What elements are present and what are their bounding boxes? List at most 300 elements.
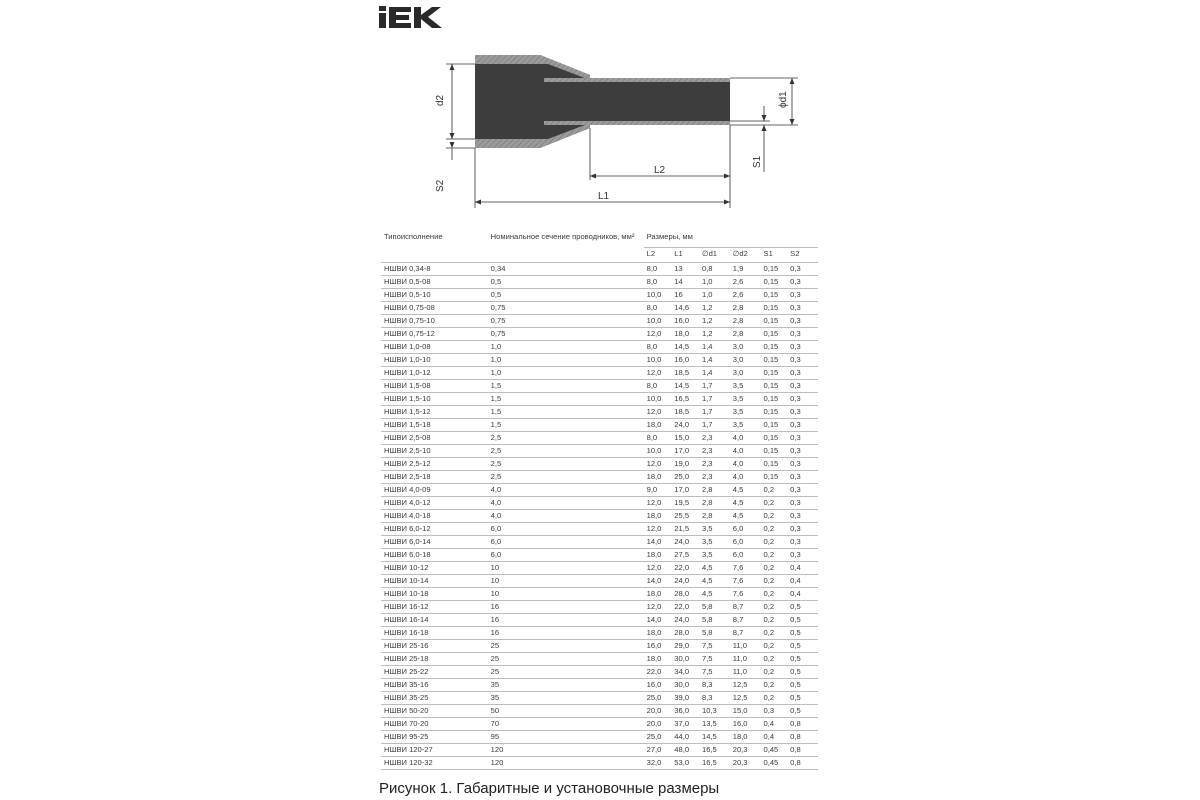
table-cell: 15,0 <box>671 432 699 445</box>
table-cell: 0,3 <box>787 497 818 510</box>
table-cell: 0,2 <box>761 627 788 640</box>
table-cell: 11,0 <box>730 640 761 653</box>
ferrule-drawing <box>420 40 820 215</box>
label-s2: S2 <box>435 179 446 192</box>
table-cell: 0,45 <box>761 744 788 757</box>
table-row <box>381 562 818 575</box>
table-cell: 12,0 <box>644 458 672 471</box>
table-cell: 16,5 <box>671 393 699 406</box>
table-cell: НШВИ 35-16 <box>381 679 488 692</box>
table-cell: 8,0 <box>644 263 672 276</box>
table-cell: 14,5 <box>699 731 730 744</box>
table-cell: НШВИ 1,5-08 <box>381 380 488 393</box>
table-cell: 2,6 <box>730 289 761 302</box>
table-cell: 8,0 <box>644 432 672 445</box>
header-l1: L1 <box>671 248 699 263</box>
table-cell: НШВИ 1,5-10 <box>381 393 488 406</box>
table-cell: 0,4 <box>761 731 788 744</box>
table-cell: 4,5 <box>699 575 730 588</box>
table-cell: НШВИ 0,75-08 <box>381 302 488 315</box>
table-cell: НШВИ 6,0-18 <box>381 549 488 562</box>
table-cell: НШВИ 0,75-12 <box>381 328 488 341</box>
header-l2: L2 <box>644 248 672 263</box>
table-cell: 36,0 <box>671 705 699 718</box>
table-cell: 0,3 <box>787 523 818 536</box>
table-row <box>381 380 818 393</box>
table-row <box>381 640 818 653</box>
table-cell: 120 <box>488 744 644 757</box>
table-cell: 2,8 <box>699 510 730 523</box>
table-cell: 3,5 <box>730 419 761 432</box>
table-cell: 2,3 <box>699 445 730 458</box>
table-cell: 16,0 <box>671 315 699 328</box>
table-cell: 0,3 <box>787 536 818 549</box>
table-cell: 0,4 <box>787 562 818 575</box>
table-cell: 0,2 <box>761 497 788 510</box>
table-cell: 44,0 <box>671 731 699 744</box>
table-cell: 0,15 <box>761 445 788 458</box>
table-row <box>381 458 818 471</box>
table-cell: НШВИ 1,0-10 <box>381 354 488 367</box>
table-cell: 4,5 <box>730 510 761 523</box>
table-cell: 0,3 <box>787 406 818 419</box>
table-cell: 0,3 <box>787 484 818 497</box>
table-cell: 25,0 <box>671 471 699 484</box>
table-cell: 16 <box>671 289 699 302</box>
table-cell: 0,5 <box>787 666 818 679</box>
table-cell: 17,0 <box>671 484 699 497</box>
table-cell: 0,15 <box>761 380 788 393</box>
table-cell: 1,0 <box>699 276 730 289</box>
table-cell: НШВИ 0,5-10 <box>381 289 488 302</box>
table-cell: 28,0 <box>671 627 699 640</box>
table-cell: 2,3 <box>699 458 730 471</box>
table-cell: 2,3 <box>699 432 730 445</box>
table-cell: 12,5 <box>730 679 761 692</box>
table-cell: 1,7 <box>699 393 730 406</box>
table-cell: 0,3 <box>787 302 818 315</box>
label-s1: S1 <box>752 155 763 168</box>
table-cell: 3,0 <box>730 341 761 354</box>
table-cell: 16,5 <box>699 757 730 770</box>
table-cell: 24,0 <box>671 614 699 627</box>
header-d2: ∅d2 <box>730 248 761 263</box>
table-cell: 7,5 <box>699 653 730 666</box>
table-row <box>381 731 818 744</box>
table-cell: 0,5 <box>787 601 818 614</box>
table-cell: 32,0 <box>644 757 672 770</box>
table-row <box>381 419 818 432</box>
table-cell: 1,2 <box>699 315 730 328</box>
table-cell: 25 <box>488 640 644 653</box>
table-cell: 16,0 <box>644 679 672 692</box>
table-cell: 8,0 <box>644 302 672 315</box>
table-cell: 11,0 <box>730 666 761 679</box>
table-cell: 0,8 <box>787 744 818 757</box>
table-cell: НШВИ 0,34-8 <box>381 263 488 276</box>
table-cell: 0,2 <box>761 484 788 497</box>
table-cell: 0,3 <box>787 510 818 523</box>
table-cell: 10,0 <box>644 289 672 302</box>
table-cell: 21,5 <box>671 523 699 536</box>
label-d1: ϕd1 <box>778 91 789 108</box>
table-cell: 1,9 <box>730 263 761 276</box>
table-cell: 12,0 <box>644 523 672 536</box>
table-cell: 8,0 <box>644 276 672 289</box>
table-cell: 4,0 <box>488 510 644 523</box>
table-cell: НШВИ 0,75-10 <box>381 315 488 328</box>
table-cell: 1,0 <box>488 341 644 354</box>
table-cell: 1,7 <box>699 406 730 419</box>
table-cell: 0,5 <box>787 614 818 627</box>
table-cell: 0,2 <box>761 523 788 536</box>
table-cell: НШВИ 120-32 <box>381 757 488 770</box>
table-cell: 1,5 <box>488 419 644 432</box>
table-cell: 12,0 <box>644 367 672 380</box>
table-cell: 12,0 <box>644 406 672 419</box>
table-cell: 0,5 <box>787 679 818 692</box>
table-row <box>381 315 818 328</box>
table-cell: 0,4 <box>787 588 818 601</box>
table-cell: НШВИ 16-18 <box>381 627 488 640</box>
table-cell: 2,8 <box>730 302 761 315</box>
table-row <box>381 744 818 757</box>
table-cell: 14,0 <box>644 614 672 627</box>
table-cell: 3,5 <box>730 393 761 406</box>
table-row <box>381 627 818 640</box>
table-cell: 14,5 <box>671 341 699 354</box>
table-cell: 16 <box>488 601 644 614</box>
table-cell: 0,5 <box>787 627 818 640</box>
table-cell: 95 <box>488 731 644 744</box>
table-cell: 0,3 <box>787 549 818 562</box>
table-cell: 70 <box>488 718 644 731</box>
table-cell: 24,0 <box>671 536 699 549</box>
table-cell: 0,5 <box>787 640 818 653</box>
table-cell: НШВИ 0,5-08 <box>381 276 488 289</box>
table-cell: 0,3 <box>787 419 818 432</box>
table-row <box>381 393 818 406</box>
table-cell: НШВИ 2,5-08 <box>381 432 488 445</box>
table-cell: 0,3 <box>787 341 818 354</box>
table-row <box>381 549 818 562</box>
table-row <box>381 614 818 627</box>
table-cell: 12,0 <box>644 328 672 341</box>
table-row <box>381 523 818 536</box>
table-row <box>381 653 818 666</box>
table-cell: 0,3 <box>761 705 788 718</box>
table-cell: 30,0 <box>671 679 699 692</box>
table-cell: 10 <box>488 562 644 575</box>
table-cell: 0,3 <box>787 393 818 406</box>
table-cell: 0,4 <box>761 718 788 731</box>
table-cell: 29,0 <box>671 640 699 653</box>
table-cell: 6,0 <box>488 549 644 562</box>
table-cell: 3,0 <box>730 354 761 367</box>
ferrule-body <box>475 55 730 148</box>
table-row <box>381 289 818 302</box>
table-cell: 2,6 <box>730 276 761 289</box>
table-row <box>381 510 818 523</box>
table-cell: 0,2 <box>761 640 788 653</box>
table-cell: 8,0 <box>644 380 672 393</box>
table-row <box>381 432 818 445</box>
table-cell: 0,3 <box>787 458 818 471</box>
table-cell: 8,3 <box>699 692 730 705</box>
table-cell: 10,0 <box>644 315 672 328</box>
table-cell: НШВИ 6,0-12 <box>381 523 488 536</box>
table-cell: 18,0 <box>730 731 761 744</box>
table-cell: 6,0 <box>730 536 761 549</box>
table-row <box>381 445 818 458</box>
header-model: Типоисполнение <box>381 231 488 263</box>
table-row <box>381 276 818 289</box>
table-cell: НШВИ 10-12 <box>381 562 488 575</box>
label-l2: L2 <box>654 165 666 176</box>
table-cell: 2,5 <box>488 458 644 471</box>
table-cell: 16,0 <box>730 718 761 731</box>
table-row <box>381 666 818 679</box>
table-cell: 0,15 <box>761 471 788 484</box>
table-cell: НШВИ 4,0-12 <box>381 497 488 510</box>
table-cell: 10 <box>488 588 644 601</box>
table-cell: 0,3 <box>787 432 818 445</box>
table-cell: 17,0 <box>671 445 699 458</box>
table-cell: 1,0 <box>488 367 644 380</box>
table-cell: 1,5 <box>488 380 644 393</box>
table-cell: 50 <box>488 705 644 718</box>
table-cell: 2,8 <box>699 484 730 497</box>
table-cell: НШВИ 1,0-08 <box>381 341 488 354</box>
table-cell: НШВИ 95-25 <box>381 731 488 744</box>
table-cell: 35 <box>488 692 644 705</box>
table-cell: 18,0 <box>644 510 672 523</box>
table-cell: 2,5 <box>488 432 644 445</box>
table-cell: НШВИ 2,5-18 <box>381 471 488 484</box>
table-cell: НШВИ 4,0-18 <box>381 510 488 523</box>
table-cell: 18,5 <box>671 367 699 380</box>
table-cell: 4,0 <box>730 445 761 458</box>
table-row <box>381 367 818 380</box>
table-cell: 1,2 <box>699 328 730 341</box>
table-cell: 16,0 <box>671 354 699 367</box>
table-cell: 11,0 <box>730 653 761 666</box>
table-cell: 9,0 <box>644 484 672 497</box>
table-cell: 15,0 <box>730 705 761 718</box>
table-row <box>381 471 818 484</box>
table-cell: 0,3 <box>787 367 818 380</box>
table-row <box>381 718 818 731</box>
table-cell: 0,8 <box>787 731 818 744</box>
table-cell: НШВИ 25-16 <box>381 640 488 653</box>
table-row <box>381 302 818 315</box>
table-cell: 2,5 <box>488 471 644 484</box>
table-cell: 1,7 <box>699 419 730 432</box>
table-cell: 0,2 <box>761 536 788 549</box>
table-row <box>381 341 818 354</box>
header-s1: S1 <box>761 248 788 263</box>
table-cell: 20,0 <box>644 705 672 718</box>
table-cell: 13,5 <box>699 718 730 731</box>
table-cell: 1,4 <box>699 367 730 380</box>
table-cell: 22,0 <box>644 666 672 679</box>
table-cell: 0,15 <box>761 458 788 471</box>
table-cell: 0,75 <box>488 302 644 315</box>
table-row <box>381 757 818 770</box>
table-cell: 39,0 <box>671 692 699 705</box>
table-cell: 14,5 <box>671 380 699 393</box>
table-cell: 2,3 <box>699 471 730 484</box>
table-cell: 25 <box>488 653 644 666</box>
table-cell: 0,2 <box>761 562 788 575</box>
table-cell: 0,2 <box>761 614 788 627</box>
table-row <box>381 588 818 601</box>
table-cell: 0,2 <box>761 679 788 692</box>
table-cell: 1,5 <box>488 406 644 419</box>
table-cell: 4,5 <box>730 484 761 497</box>
table-cell: 16 <box>488 627 644 640</box>
table-cell: 1,0 <box>488 354 644 367</box>
table-row <box>381 679 818 692</box>
table-cell: 18,0 <box>644 627 672 640</box>
table-cell: 1,7 <box>699 380 730 393</box>
table-cell: 10 <box>488 575 644 588</box>
table-cell: 1,2 <box>699 302 730 315</box>
table-cell: 12,0 <box>644 601 672 614</box>
table-cell: 0,3 <box>787 276 818 289</box>
table-cell: 0,3 <box>787 315 818 328</box>
table-cell: НШВИ 2,5-10 <box>381 445 488 458</box>
table-cell: 19,0 <box>671 458 699 471</box>
table-cell: 1,4 <box>699 341 730 354</box>
table-cell: 12,0 <box>644 497 672 510</box>
table-cell: 0,15 <box>761 315 788 328</box>
table-cell: 0,2 <box>761 666 788 679</box>
table-cell: 0,2 <box>761 601 788 614</box>
table-cell: 7,6 <box>730 562 761 575</box>
table-cell: 16,0 <box>644 640 672 653</box>
table-cell: 25,0 <box>644 692 672 705</box>
table-cell: 0,15 <box>761 302 788 315</box>
table-cell: 24,0 <box>671 419 699 432</box>
dimensions-table <box>381 231 818 770</box>
table-cell: 2,8 <box>699 497 730 510</box>
table-cell: 0,15 <box>761 367 788 380</box>
table-cell: НШВИ 1,5-18 <box>381 419 488 432</box>
table-cell: 27,0 <box>644 744 672 757</box>
table-cell: 5,8 <box>699 614 730 627</box>
table-cell: НШВИ 120-27 <box>381 744 488 757</box>
table-cell: 13 <box>671 263 699 276</box>
table-cell: 0,15 <box>761 263 788 276</box>
table-cell: 0,15 <box>761 328 788 341</box>
table-cell: 0,3 <box>787 380 818 393</box>
table-cell: 20,3 <box>730 744 761 757</box>
table-cell: 0,15 <box>761 419 788 432</box>
table-cell: 6,0 <box>730 523 761 536</box>
table-cell: 14,0 <box>644 575 672 588</box>
table-cell: 16,5 <box>699 744 730 757</box>
table-cell: 18,5 <box>671 406 699 419</box>
table-cell: 3,5 <box>730 406 761 419</box>
figure-caption: Рисунок 1. Габаритные и установочные размеры <box>379 780 720 797</box>
table-cell: 8,7 <box>730 627 761 640</box>
table-cell: 0,8 <box>699 263 730 276</box>
table-cell: 4,5 <box>730 497 761 510</box>
table-cell: 0,75 <box>488 328 644 341</box>
table-cell: 10,0 <box>644 354 672 367</box>
table-cell: НШВИ 1,0-12 <box>381 367 488 380</box>
table-cell: 2,5 <box>488 445 644 458</box>
table-cell: 0,2 <box>761 510 788 523</box>
table-cell: НШВИ 4,0-09 <box>381 484 488 497</box>
table-cell: 0,8 <box>787 718 818 731</box>
table-cell: НШВИ 16-14 <box>381 614 488 627</box>
table-cell: 37,0 <box>671 718 699 731</box>
table-cell: 0,2 <box>761 653 788 666</box>
table-row <box>381 354 818 367</box>
table-cell: 10,3 <box>699 705 730 718</box>
table-cell: 0,5 <box>488 276 644 289</box>
table-cell: 0,3 <box>787 445 818 458</box>
label-d2: d2 <box>435 94 446 106</box>
table-cell: 34,0 <box>671 666 699 679</box>
table-cell: 3,5 <box>730 380 761 393</box>
table-cell: 18,0 <box>644 653 672 666</box>
table-cell: 5,8 <box>699 627 730 640</box>
table-row <box>381 406 818 419</box>
table-body <box>381 263 818 770</box>
table-cell: 20,3 <box>730 757 761 770</box>
table-cell: НШВИ 6,0-14 <box>381 536 488 549</box>
table-cell: 0,15 <box>761 406 788 419</box>
table-cell: 4,0 <box>730 471 761 484</box>
table-cell: 0,34 <box>488 263 644 276</box>
table-cell: 120 <box>488 757 644 770</box>
table-cell: 53,0 <box>671 757 699 770</box>
table-cell: 22,0 <box>671 562 699 575</box>
table-cell: 14,0 <box>644 536 672 549</box>
table-cell: 19,5 <box>671 497 699 510</box>
table-cell: 16 <box>488 614 644 627</box>
table-cell: 1,4 <box>699 354 730 367</box>
table-cell: 0,15 <box>761 393 788 406</box>
table-cell: 4,0 <box>730 432 761 445</box>
table-cell: 18,0 <box>644 471 672 484</box>
table-cell: 22,0 <box>671 601 699 614</box>
table-cell: 8,3 <box>699 679 730 692</box>
table-cell: 8,7 <box>730 601 761 614</box>
table-cell: 4,5 <box>699 588 730 601</box>
table-row <box>381 263 818 276</box>
table-cell: 0,8 <box>787 757 818 770</box>
table-cell: 25,0 <box>644 731 672 744</box>
table-cell: 0,3 <box>787 263 818 276</box>
table-cell: 18,0 <box>671 328 699 341</box>
table-cell: 0,15 <box>761 276 788 289</box>
table-cell: 0,75 <box>488 315 644 328</box>
table-row <box>381 705 818 718</box>
table-cell: 4,5 <box>699 562 730 575</box>
table-cell: НШВИ 10-18 <box>381 588 488 601</box>
table-cell: 25,5 <box>671 510 699 523</box>
table-cell: 30,0 <box>671 653 699 666</box>
table-cell: 3,5 <box>699 523 730 536</box>
table-cell: 3,5 <box>699 536 730 549</box>
table-cell: 5,8 <box>699 601 730 614</box>
table-cell: 35 <box>488 679 644 692</box>
table-cell: 18,0 <box>644 419 672 432</box>
